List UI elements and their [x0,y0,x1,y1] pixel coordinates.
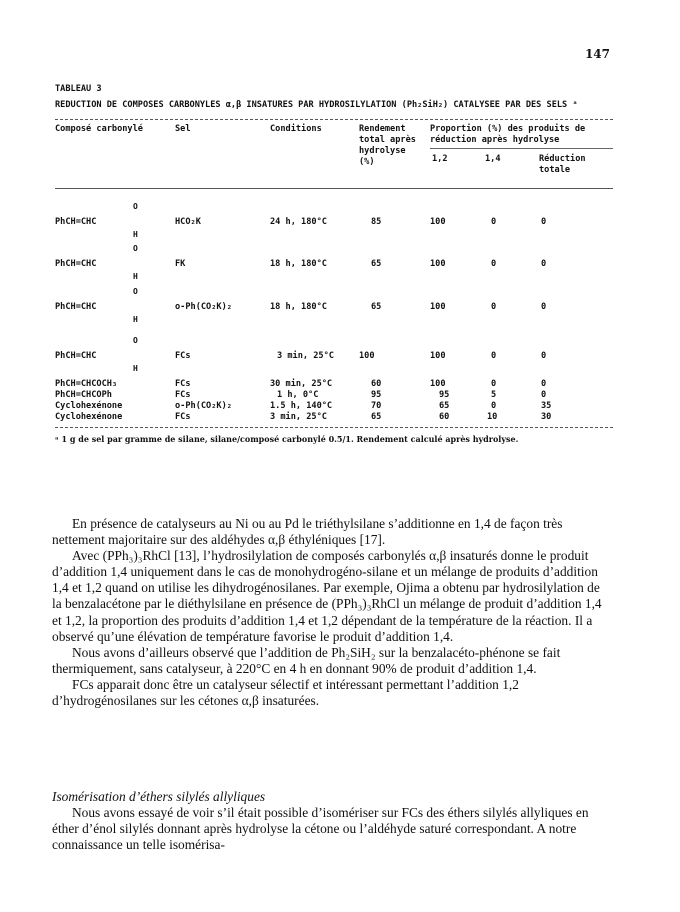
cell-red: 35 [541,401,552,411]
cell-p12: 65 [439,401,450,411]
cell-sel: HCO₂K [175,217,201,227]
cell-conditions: 30 min, 25°C [270,379,333,389]
page-number: 147 [584,47,610,61]
paragraph-1: En présence de catalyseurs au Ni ou au Pd le triéthylsilane s’additionne en 1,4 de façon très nettement majoritaire sur des aldéhydes α,β éthyléniques [17]. [52,516,563,548]
table-3 [55,84,613,445]
cell-conditions: 1 h, 0°C [277,390,319,400]
aldehyde-h: H [133,230,138,239]
cell-compose: PhCH=CHCOPh [55,390,112,400]
cell-p12: 100 [430,259,446,269]
cell-sel: FCs [175,412,191,422]
header-sub-12: 1,2 [432,154,448,164]
header-proportion-rule [430,148,613,149]
cell-sel: FK [175,259,186,269]
cell-p14: 0 [491,259,497,269]
cell-conditions: 1.5 h, 140°C [270,401,333,411]
structure-formula: PhCH=CHC [55,302,97,312]
cell-conditions: 18 h, 180°C [270,302,327,312]
cell-rendement: 95 [371,390,382,400]
table-bottom-rule [55,427,613,428]
paragraph-3: Nous avons d’ailleurs observé que l’addition de Ph₂SiH₂ sur la benzalacéto-phénone se fait thermiquement, sans catalyseur, à 220°C en 4 h en donnant 90% de produit d’addition 1,4. [52,644,561,676]
cell-p12: 95 [439,390,450,400]
cell-conditions: 3 min, 25°C [270,412,327,422]
paragraph-5: Nous avons essayé de voir s’il était possible d’isomériser sur FCs des éthers silylés allyliques en éther d’énol silylés donnant après hydrolyse la cétone ou l’aldéhyde saturé correspondant. A notre connaissance un telle isomérisa- [52,805,589,853]
structure-formula: PhCH=CHC [55,351,97,361]
cell-sel: o-Ph(CO₂K)₂ [175,302,232,312]
header-compose: Composé carbonylé [55,124,143,134]
cell-p14: 0 [491,401,497,411]
aldehyde-h: H [133,272,138,281]
section [52,789,612,853]
table-title: REDUCTION DE COMPOSES CARBONYLES α,β INSATURES PAR HYDROSILYLATION (Ph₂SiH₂) CATALYSEE PAR DES SELS ᵃ [55,100,578,110]
cell-compose: Cyclohexénone [55,401,123,411]
cell-compose: PhCH=CHCOCH₃ [55,379,118,389]
cell-p12: 100 [430,379,446,389]
table-body [55,189,613,422]
cell-sel: FCs [175,390,191,400]
header-conditions: Conditions [270,124,322,134]
cell-compose: Cyclohexénone [55,412,123,422]
header-sub-14: 1,4 [485,154,501,164]
header-proportion: Proportion (%) des produits de réduction après hydrolyse [430,124,586,145]
cell-rendement: 70 [371,401,382,411]
paragraph-2: Avec (PPh₃)₃RhCl [13], l’hydrosilylation de composés carbonylés α,β insaturés donne le produit d’addition 1,4 uniquement dans le cas de monohydrogéno-silane et un mélange de produits d’addition 1,4 et 1,2 quand on utilise les dihydrogénosilanes. Par exemple, Ojima a obtenu par hydrosilylation de la benzalacétone par le diéthylsilane en présence de (PPh₃)₃RhCl un mélange de produit d’addition 1,4 et 1,2, la proportion des produits d’addition 1,4 et 1,2 dépendant de la température de la réaction. Il a observé qu’une élévation de température favorise le produit d’addition 1,4. [52,548,602,644]
cell-p14: 0 [491,351,497,361]
cell-red: 0 [541,351,547,361]
cell-rendement: 60 [371,379,382,389]
structure-formula: PhCH=CHC [55,259,97,269]
cell-sel: FCs [175,351,191,361]
cell-sel: FCs [175,379,191,389]
cell-p12: 100 [430,302,446,312]
cell-rendement: 85 [371,217,382,227]
aldehyde-h: H [133,364,138,373]
table-label: TABLEAU 3 [55,84,102,94]
header-rendement: Rendement total après hydrolyse (%) [359,124,416,167]
cell-rendement: 65 [371,302,382,312]
cell-conditions: 3 min, 25°C [277,351,334,361]
cell-p14: 5 [491,390,497,400]
aldehyde-o: O [133,202,138,211]
cell-conditions: 24 h, 180°C [270,217,327,227]
body-text [52,516,612,709]
cell-red: 30 [541,412,552,422]
cell-rendement: 65 [371,412,382,422]
cell-red: 0 [541,390,547,400]
cell-rendement: 65 [371,259,382,269]
aldehyde-o: O [133,244,138,253]
cell-p12: 100 [430,217,446,227]
cell-p12: 100 [430,351,446,361]
cell-p14: 0 [491,217,497,227]
header-sub-red: Réduction totale [539,154,586,175]
header-sel: Sel [175,124,191,134]
cell-red: 0 [541,379,547,389]
table-footnote: ᵃ 1 g de sel par gramme de silane, silane/composé carbonylé 0.5/1. Rendement calculé après hydrolyse. [55,434,519,444]
table-header [55,120,613,188]
paragraph-4: FCs apparait donc être un catalyseur sélectif et intéressant permettant l’addition 1,2 d’hydrogénosilanes sur les cétones α,β insaturées. [52,676,519,709]
cell-rendement: 100 [359,351,375,361]
cell-red: 0 [541,217,547,227]
structure-formula: PhCH=CHC [55,217,97,227]
section-heading: Isomérisation d’éthers silylés allyliques [52,789,266,804]
cell-p14: 0 [491,302,497,312]
cell-p14: 10 [487,412,498,422]
aldehyde-o: O [133,287,138,296]
aldehyde-h: H [133,315,138,324]
cell-red: 0 [541,302,547,312]
cell-red: 0 [541,259,547,269]
cell-conditions: 18 h, 180°C [270,259,327,269]
aldehyde-o: O [133,336,138,345]
cell-sel: o-Ph(CO₂K)₂ [175,401,232,411]
cell-p14: 0 [491,379,497,389]
cell-p12: 60 [439,412,450,422]
